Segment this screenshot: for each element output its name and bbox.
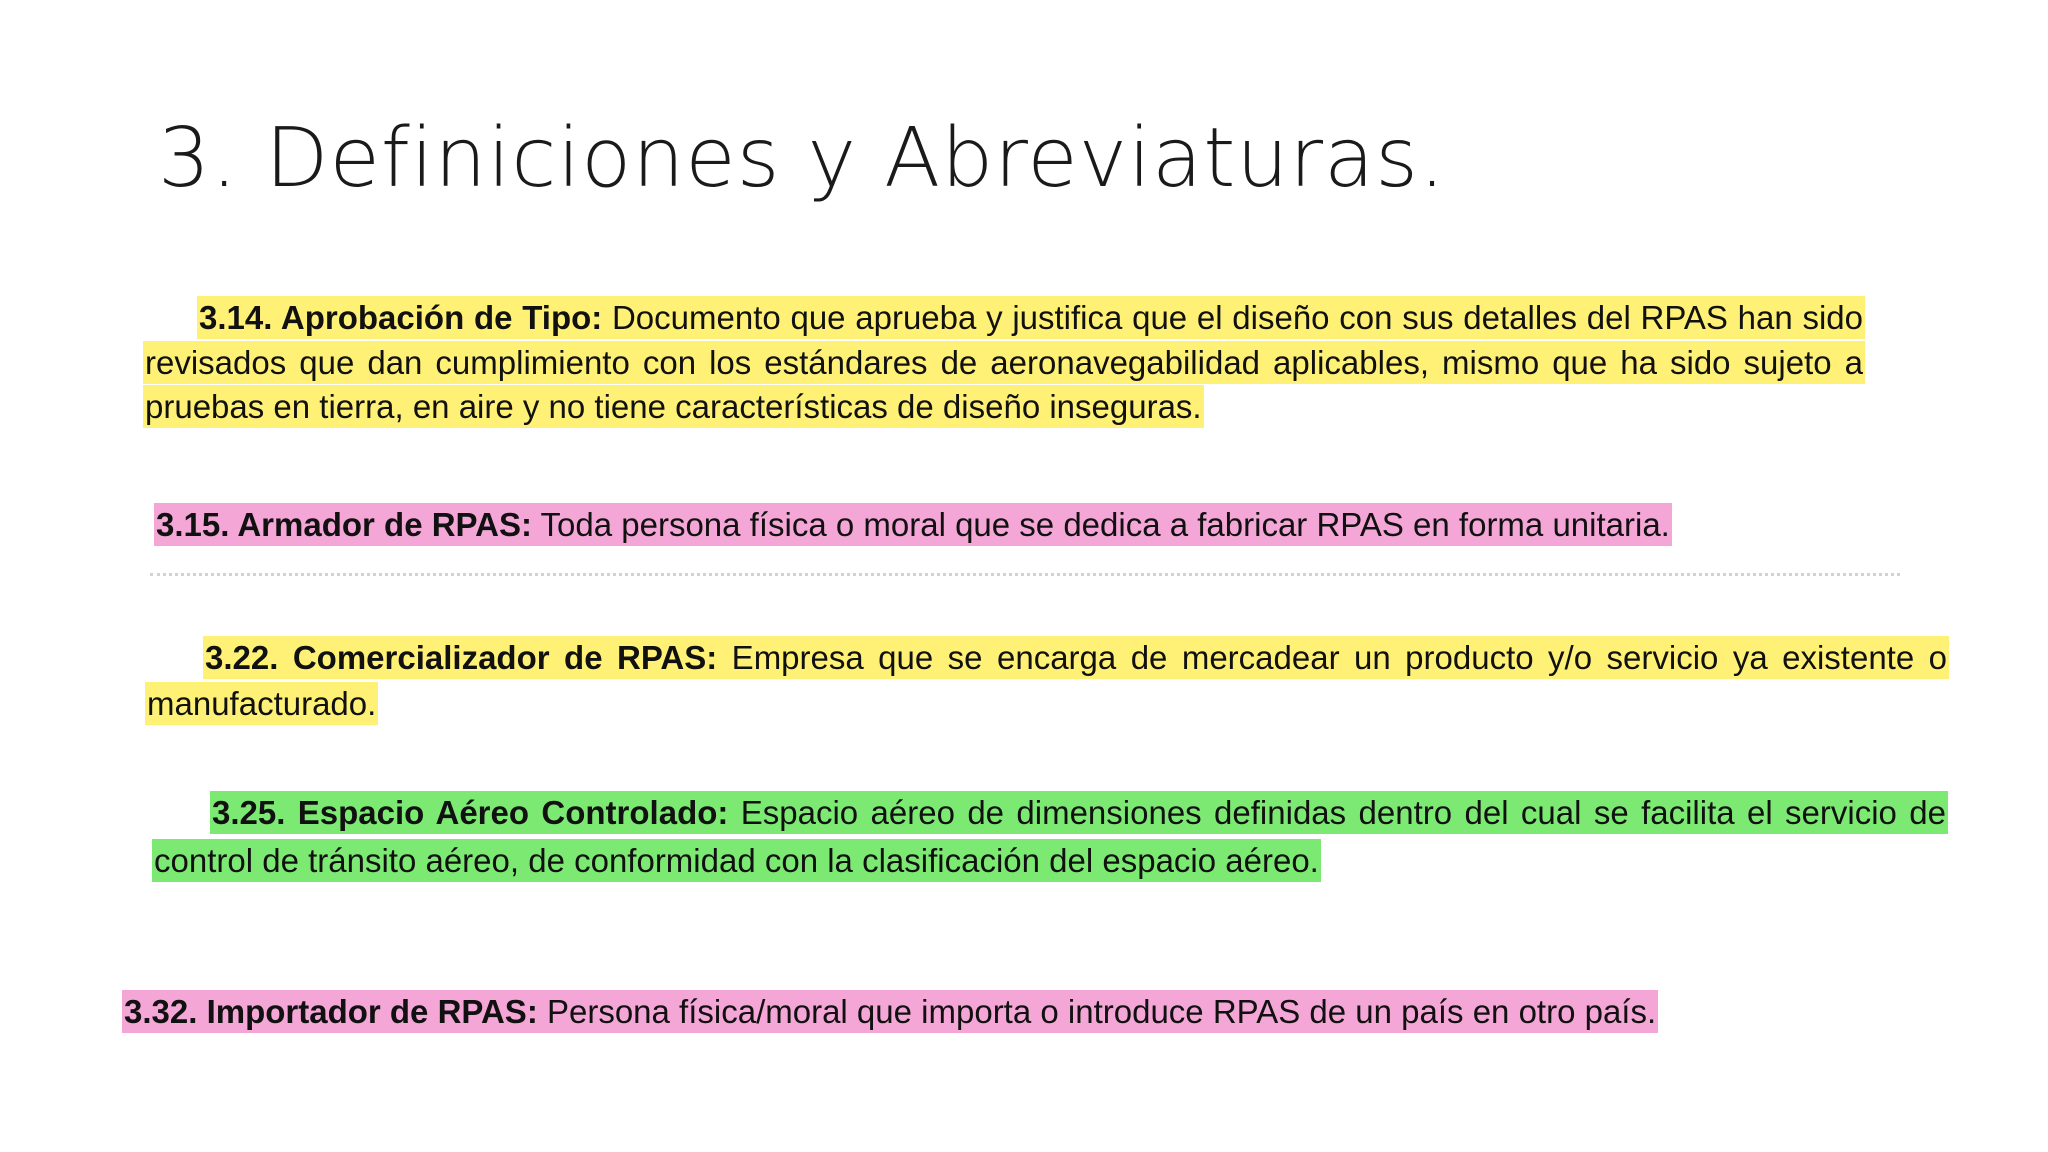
cropped-text-remnant bbox=[150, 573, 1900, 580]
definition-term: 3.32. Importador de RPAS: bbox=[124, 993, 538, 1030]
definition-term: 3.15. Armador de RPAS: bbox=[156, 506, 532, 543]
definition-text: Empresa que se encarga de mercadear un producto y/o servicio ya existente o manufacturado. bbox=[147, 639, 1948, 722]
definition-text: Persona física/moral que importa o introduce RPAS de un país en otro país. bbox=[537, 993, 1657, 1030]
definition-text: Documento que aprueba y justifica que el diseño con sus detalles del RPAS han sido revisados que dan cumplimiento con los estándares de aeronavegabilidad aplicables, mismo que ha sido sujeto a pruebas en tierra, en aire y no tiene características de diseño inseguras. bbox=[145, 299, 1863, 425]
highlight-pink bbox=[154, 503, 1672, 546]
definition-term: 3.25. Espacio Aéreo Controlado: bbox=[212, 794, 729, 831]
definition-comercializador-de-rpas bbox=[145, 635, 1949, 727]
highlight-pink bbox=[122, 990, 1658, 1033]
highlight-green bbox=[152, 791, 1948, 882]
definition-term: 3.22. Comercializador de RPAS: bbox=[205, 639, 718, 676]
definition-espacio-aereo-controlado bbox=[152, 789, 1948, 885]
definition-term: 3.14. Aprobación de Tipo: bbox=[199, 299, 603, 336]
definition-aprobacion-de-tipo bbox=[143, 296, 1865, 430]
definition-armador-de-rpas bbox=[154, 503, 1672, 547]
definition-text: Espacio aéreo de dimensiones definidas dentro del cual se facilita el servicio de control de tránsito aéreo, de conformidad con la clasificación del espacio aéreo. bbox=[154, 794, 1946, 879]
highlight-yellow bbox=[143, 296, 1865, 428]
definition-text: Toda persona física o moral que se dedica a fabricar RPAS en forma unitaria. bbox=[531, 506, 1670, 543]
definition-importador-de-rpas bbox=[122, 990, 1658, 1034]
highlight-yellow bbox=[145, 636, 1949, 725]
slide-title: 3. Definiciones y Abreviaturas. bbox=[158, 111, 1447, 206]
